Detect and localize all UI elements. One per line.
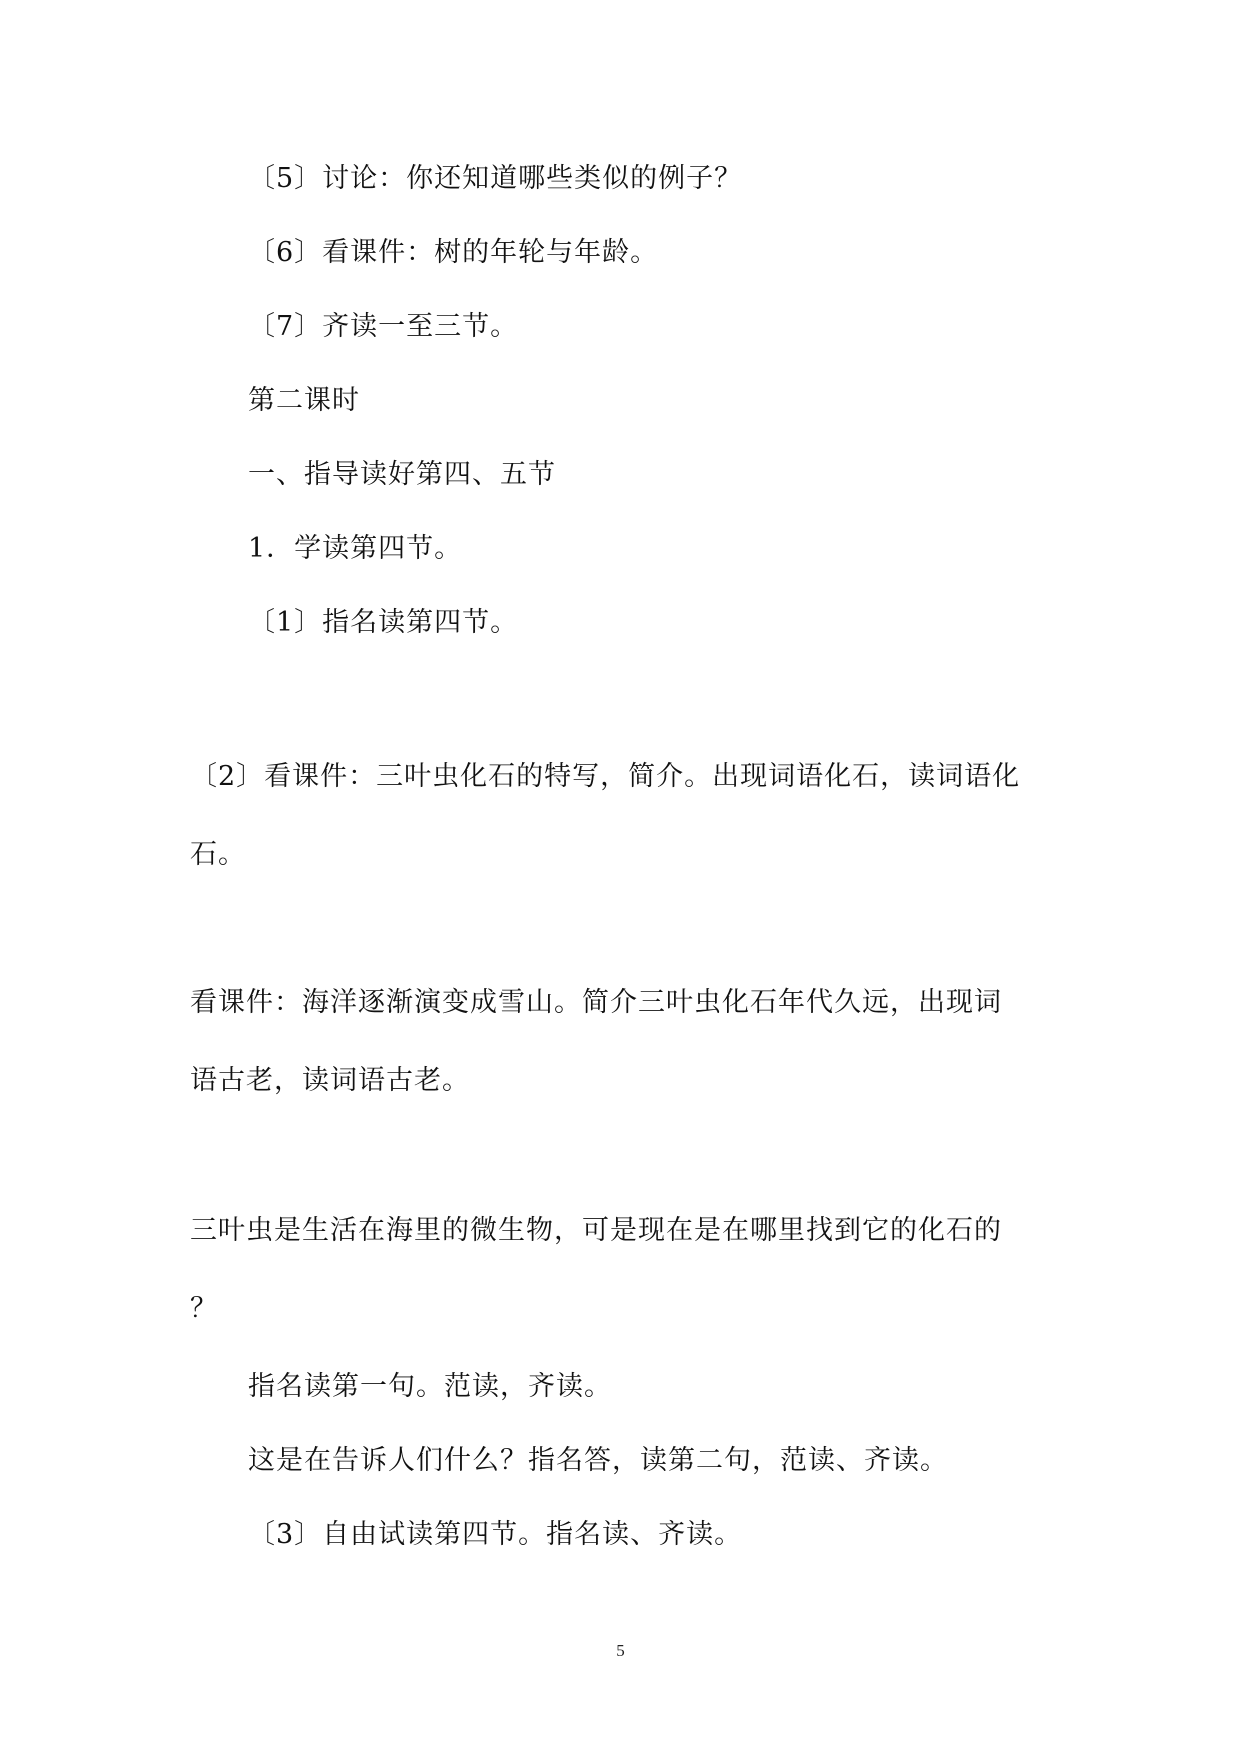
text-line: 〔6〕看课件：树的年轮与年龄。 <box>248 237 659 268</box>
text-line: 〔3〕自由试读第四节。指名读、齐读。 <box>248 1519 743 1550</box>
section-heading: 第二课时 <box>248 385 360 416</box>
text-line: 看课件：海洋逐渐演变成雪山。简介三叶虫化石年代久远，出现词 <box>190 987 1002 1018</box>
text-line: 这是在告诉人们什么？指名答，读第二句，范读、齐读。 <box>248 1445 948 1476</box>
text-line: 〔2〕看课件：三叶虫化石的特写，简介。出现词语化石，读词语化 <box>190 761 1021 792</box>
page-number: 5 <box>616 1641 625 1660</box>
text-line: 1．学读第四节。 <box>248 533 463 564</box>
text-line: 指名读第一句。范读，齐读。 <box>248 1371 612 1402</box>
text-line: 〔7〕齐读一至三节。 <box>248 311 519 342</box>
text-line: ？ <box>190 1293 218 1324</box>
text-line: 〔5〕讨论：你还知道哪些类似的例子？ <box>248 163 743 194</box>
text-line: 三叶虫是生活在海里的微生物，可是现在是在哪里找到它的化石的 <box>190 1215 1002 1246</box>
text-line: 〔1〕指名读第四节。 <box>248 607 519 638</box>
text-line: 石。 <box>190 839 246 870</box>
section-heading: 一、指导读好第四、五节 <box>248 459 556 490</box>
text-line: 语古老，读词语古老。 <box>190 1065 470 1096</box>
